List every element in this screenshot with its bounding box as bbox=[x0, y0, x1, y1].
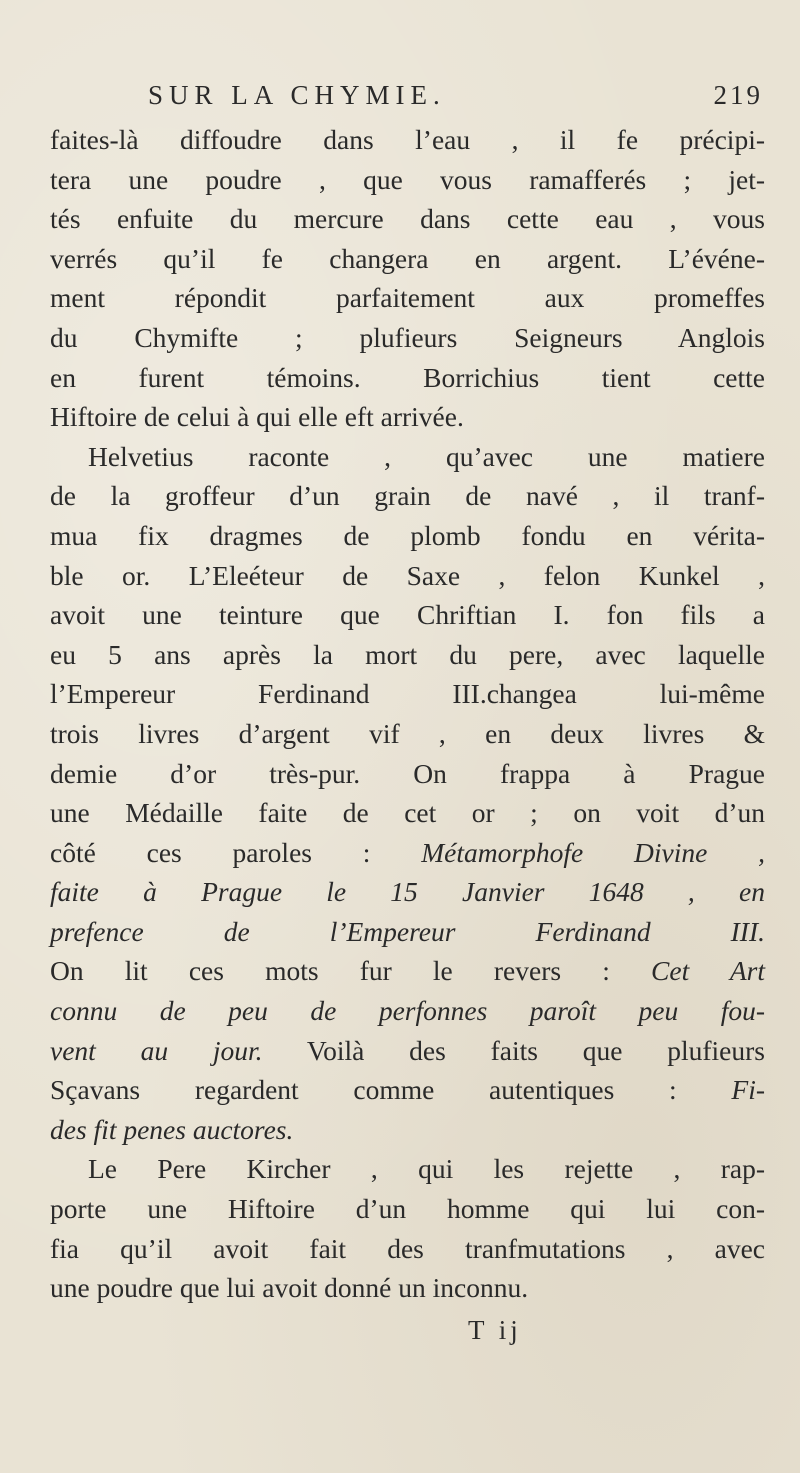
line-text: du Chymifte ; plufieurs Seigneurs Anglois bbox=[50, 321, 765, 353]
running-title: SUR LA CHYMIE. bbox=[148, 80, 446, 110]
line-text: Voilà des faits que plufieurs bbox=[262, 1034, 765, 1066]
line-text: Helvetius raconte , qu’avec une matiere bbox=[88, 440, 765, 472]
line-text: fia qu’il avoit fait des tranfmutations , avec bbox=[50, 1232, 765, 1264]
text-line bbox=[50, 199, 765, 239]
line-text: faites-là diffoudre dans l’eau , il fe précipi- bbox=[50, 124, 765, 155]
text-line bbox=[50, 516, 765, 556]
italic-text: prefence de l’Empereur Ferdinand III. bbox=[50, 915, 765, 947]
line-text: une poudre que lui avoit donné un inconnu. bbox=[50, 1272, 529, 1304]
text-line bbox=[50, 912, 765, 952]
line-text: avoit une teinture que Chriftian I. fon fils a bbox=[50, 599, 765, 631]
line-text: de la groffeur d’un grain de navé , il tranf- bbox=[50, 480, 765, 512]
text-line bbox=[50, 635, 765, 675]
line-text: On lit ces mots fur le revers : bbox=[50, 955, 652, 987]
text-line bbox=[50, 358, 765, 398]
page-footer bbox=[50, 1308, 765, 1352]
text-line bbox=[50, 1149, 765, 1189]
italic-text: connu de peu de perfonnes paroît peu fou- bbox=[50, 995, 765, 1027]
text-line bbox=[50, 160, 765, 200]
line-text: ble or. L’Eleéteur de Saxe , felon Kunkel , bbox=[50, 559, 765, 591]
italic-text: Fi- bbox=[731, 1074, 765, 1106]
book-page bbox=[50, 70, 765, 1352]
text-line bbox=[50, 754, 765, 794]
line-text: mua fix dragmes de plomb fondu en vérita- bbox=[50, 519, 765, 551]
line-text: tés enfuite du mercure dans cette eau , vous bbox=[50, 203, 765, 235]
text-line bbox=[50, 120, 765, 160]
running-header bbox=[50, 70, 765, 120]
text-line bbox=[50, 1189, 765, 1229]
line-text: tera une poudre , que vous ramafferés ; jet- bbox=[50, 163, 765, 195]
text-line bbox=[50, 239, 765, 279]
line-text: côté ces paroles : bbox=[50, 836, 422, 868]
text-line bbox=[50, 674, 765, 714]
text-line bbox=[50, 476, 765, 516]
text-line bbox=[50, 318, 765, 358]
italic-text: Métamorphofe Divine , bbox=[421, 836, 766, 868]
line-text: une Médaille faite de cet or ; on voit d’un bbox=[50, 797, 765, 829]
text-line bbox=[50, 278, 765, 318]
italic-text: vent au jour. bbox=[50, 1034, 263, 1066]
line-text: ment répondit parfaitement aux promeffes bbox=[50, 282, 765, 314]
text-line bbox=[50, 793, 765, 833]
line-text: en furent témoins. Borrichius tient cette bbox=[50, 361, 765, 393]
italic-text: faite à Prague le 15 Janvier 1648 , en bbox=[50, 876, 765, 908]
line-text: verrés qu’il fe changera en argent. L’événe- bbox=[50, 242, 765, 274]
text-line bbox=[50, 1229, 765, 1269]
italic-text: des fit penes auctores. bbox=[50, 1113, 294, 1145]
text-line bbox=[50, 1031, 765, 1071]
body-text bbox=[50, 120, 765, 1308]
line-text: Le Pere Kircher , qui les rejette , rap- bbox=[88, 1153, 765, 1185]
signature-mark: T ij bbox=[468, 1314, 522, 1345]
line-text: eu 5 ans après la mort du pere, avec laquelle bbox=[50, 638, 765, 670]
text-line bbox=[50, 1070, 765, 1110]
text-line bbox=[50, 397, 765, 437]
text-line bbox=[50, 556, 765, 596]
line-text: porte une Hiftoire d’un homme qui lui con- bbox=[50, 1193, 765, 1225]
text-line bbox=[50, 437, 765, 477]
line-text: Sçavans regardent comme autentiques : bbox=[50, 1074, 732, 1106]
text-line bbox=[50, 1268, 765, 1308]
text-line bbox=[50, 714, 765, 754]
page-number: 219 bbox=[713, 80, 763, 110]
italic-text: Cet Art bbox=[651, 955, 765, 987]
text-line bbox=[50, 872, 765, 912]
text-line bbox=[50, 595, 765, 635]
line-text: demie d’or très-pur. On frappa à Prague bbox=[50, 757, 765, 789]
line-text: trois livres d’argent vif , en deux livres & bbox=[50, 717, 765, 749]
text-line bbox=[50, 951, 765, 991]
line-text: l’Empereur Ferdinand III.changea lui-même bbox=[50, 678, 765, 710]
text-line bbox=[50, 1110, 765, 1150]
text-line bbox=[50, 833, 765, 873]
text-line bbox=[50, 991, 765, 1031]
line-text: Hiftoire de celui à qui elle eft arrivée. bbox=[50, 401, 464, 433]
